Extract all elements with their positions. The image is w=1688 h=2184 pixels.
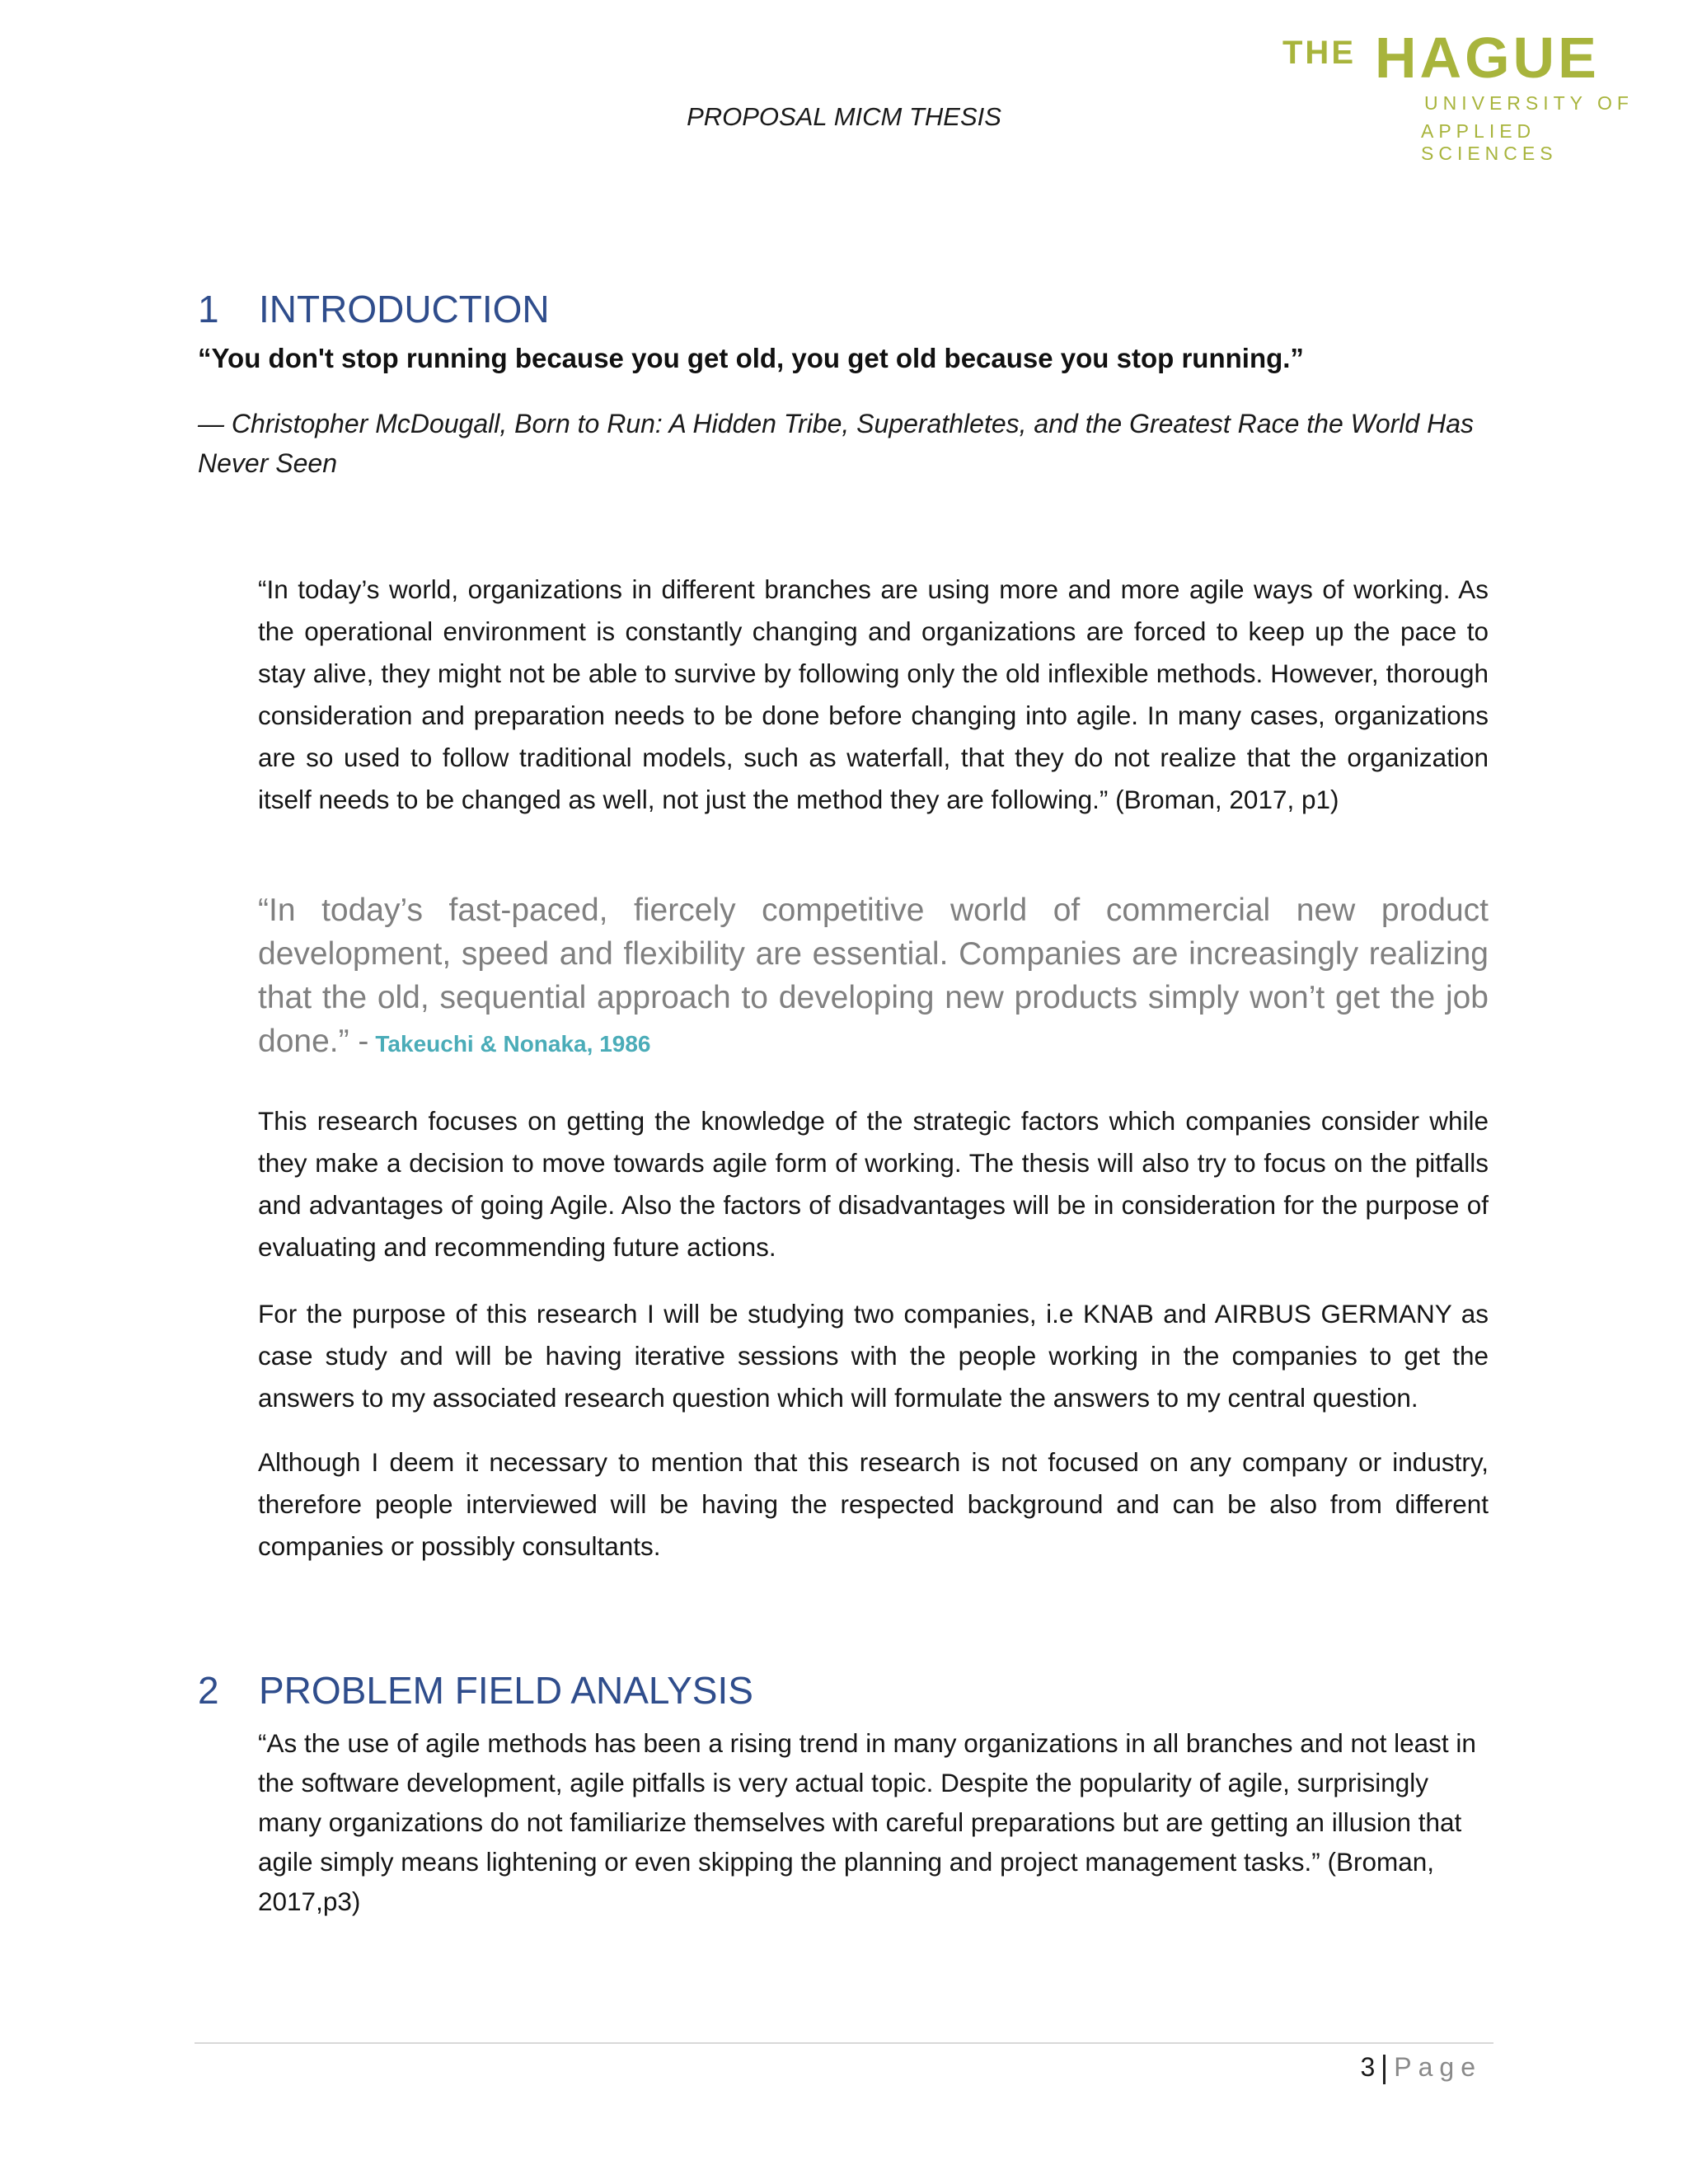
section-title: PROBLEM FIELD ANALYSIS <box>259 1669 753 1712</box>
logo-the: THE <box>1282 35 1356 71</box>
section-number: 1 <box>198 288 219 330</box>
intro-quote-paragraph: “In today’s world, organizations in different branches are using more and more agile ways of working. As the operational environment is constantly changing and organizations are forced to keep up the pace to stay alive, they might not be able to survive by following only the old inflexible methods. However, thorough consideration and preparation needs to be done before changing into agile. In many cases, organizations are so used to follow traditional models, such as waterfall, that they do not realize that the organization itself needs to be changed as well, not just the method they are following.” (Broman, 2017, p1) <box>258 574 1489 814</box>
section-heading-problem-field <box>198 1668 753 1713</box>
logo-subtitle-line2: APPLIED SCIENCES <box>1421 120 1558 164</box>
pull-quote-text: “In today’s fast-paced, fiercely competitive world of commercial new product development, speed and flexibility are essential. Companies are increasingly realizing that the old, sequential approach to developing new products simply won’t get the job done.” - <box>258 893 1489 1059</box>
section-title: INTRODUCTION <box>259 288 550 330</box>
page-footer <box>1360 2052 1482 2084</box>
pull-quote-citation: Takeuchi & Nonaka, 1986 <box>375 1031 651 1057</box>
epigraph-quote: “You don't stop running because you get old, you get old because you stop running.” <box>198 343 1304 373</box>
section-number: 2 <box>198 1669 219 1712</box>
page-number: 3 <box>1360 2052 1376 2082</box>
section-heading-introduction <box>198 287 550 331</box>
header-title: PROPOSAL MICM THESIS <box>687 102 1001 131</box>
footer-separator <box>1383 2055 1386 2084</box>
page-label: Page <box>1394 2052 1482 2082</box>
university-logo <box>1282 26 1670 164</box>
footer-divider <box>195 2042 1493 2044</box>
logo-hague: HAGUE <box>1375 26 1600 90</box>
scope-paragraph: Although I deem it necessary to mention that this research is not focused on any company or industry, therefore people interviewed will be having the respected background and can be also from different companies or possibly consultants. <box>258 1447 1489 1561</box>
pull-quote <box>258 888 1489 1066</box>
case-study-paragraph: For the purpose of this research I will be studying two companies, i.e KNAB and AIRBUS GERMANY as case study and will be having iterative sessions with the people working in the companies to get the answers to my associated research question which will formulate the answers to my central question. <box>258 1299 1489 1413</box>
problem-field-paragraph: “As the use of agile methods has been a rising trend in many organizations in all branches and not least in the software development, agile pitfalls is very actual topic. Despite the popularity of agile, surprisingly many organizations do not familiarize themselves with careful preparations but are getting an illusion that agile simply means lightening or even skipping the planning and project management tasks.” (Broman, 2017,p3) <box>258 1728 1476 1916</box>
epigraph-attribution: — Christopher McDougall, Born to Run: A Hidden Tribe, Superathletes, and the Greatest Race the World Has Never Seen <box>198 409 1474 478</box>
logo-subtitle-line1: UNIVERSITY OF <box>1424 92 1634 114</box>
research-focus-paragraph: This research focuses on getting the knowledge of the strategic factors which companies consider while they make a decision to move towards agile form of working. The thesis will also try to focus on the pitfalls and advantages of going Agile. Also the factors of disadvantages will be in consideration for the purpose of evaluating and recommending future actions. <box>258 1106 1489 1262</box>
